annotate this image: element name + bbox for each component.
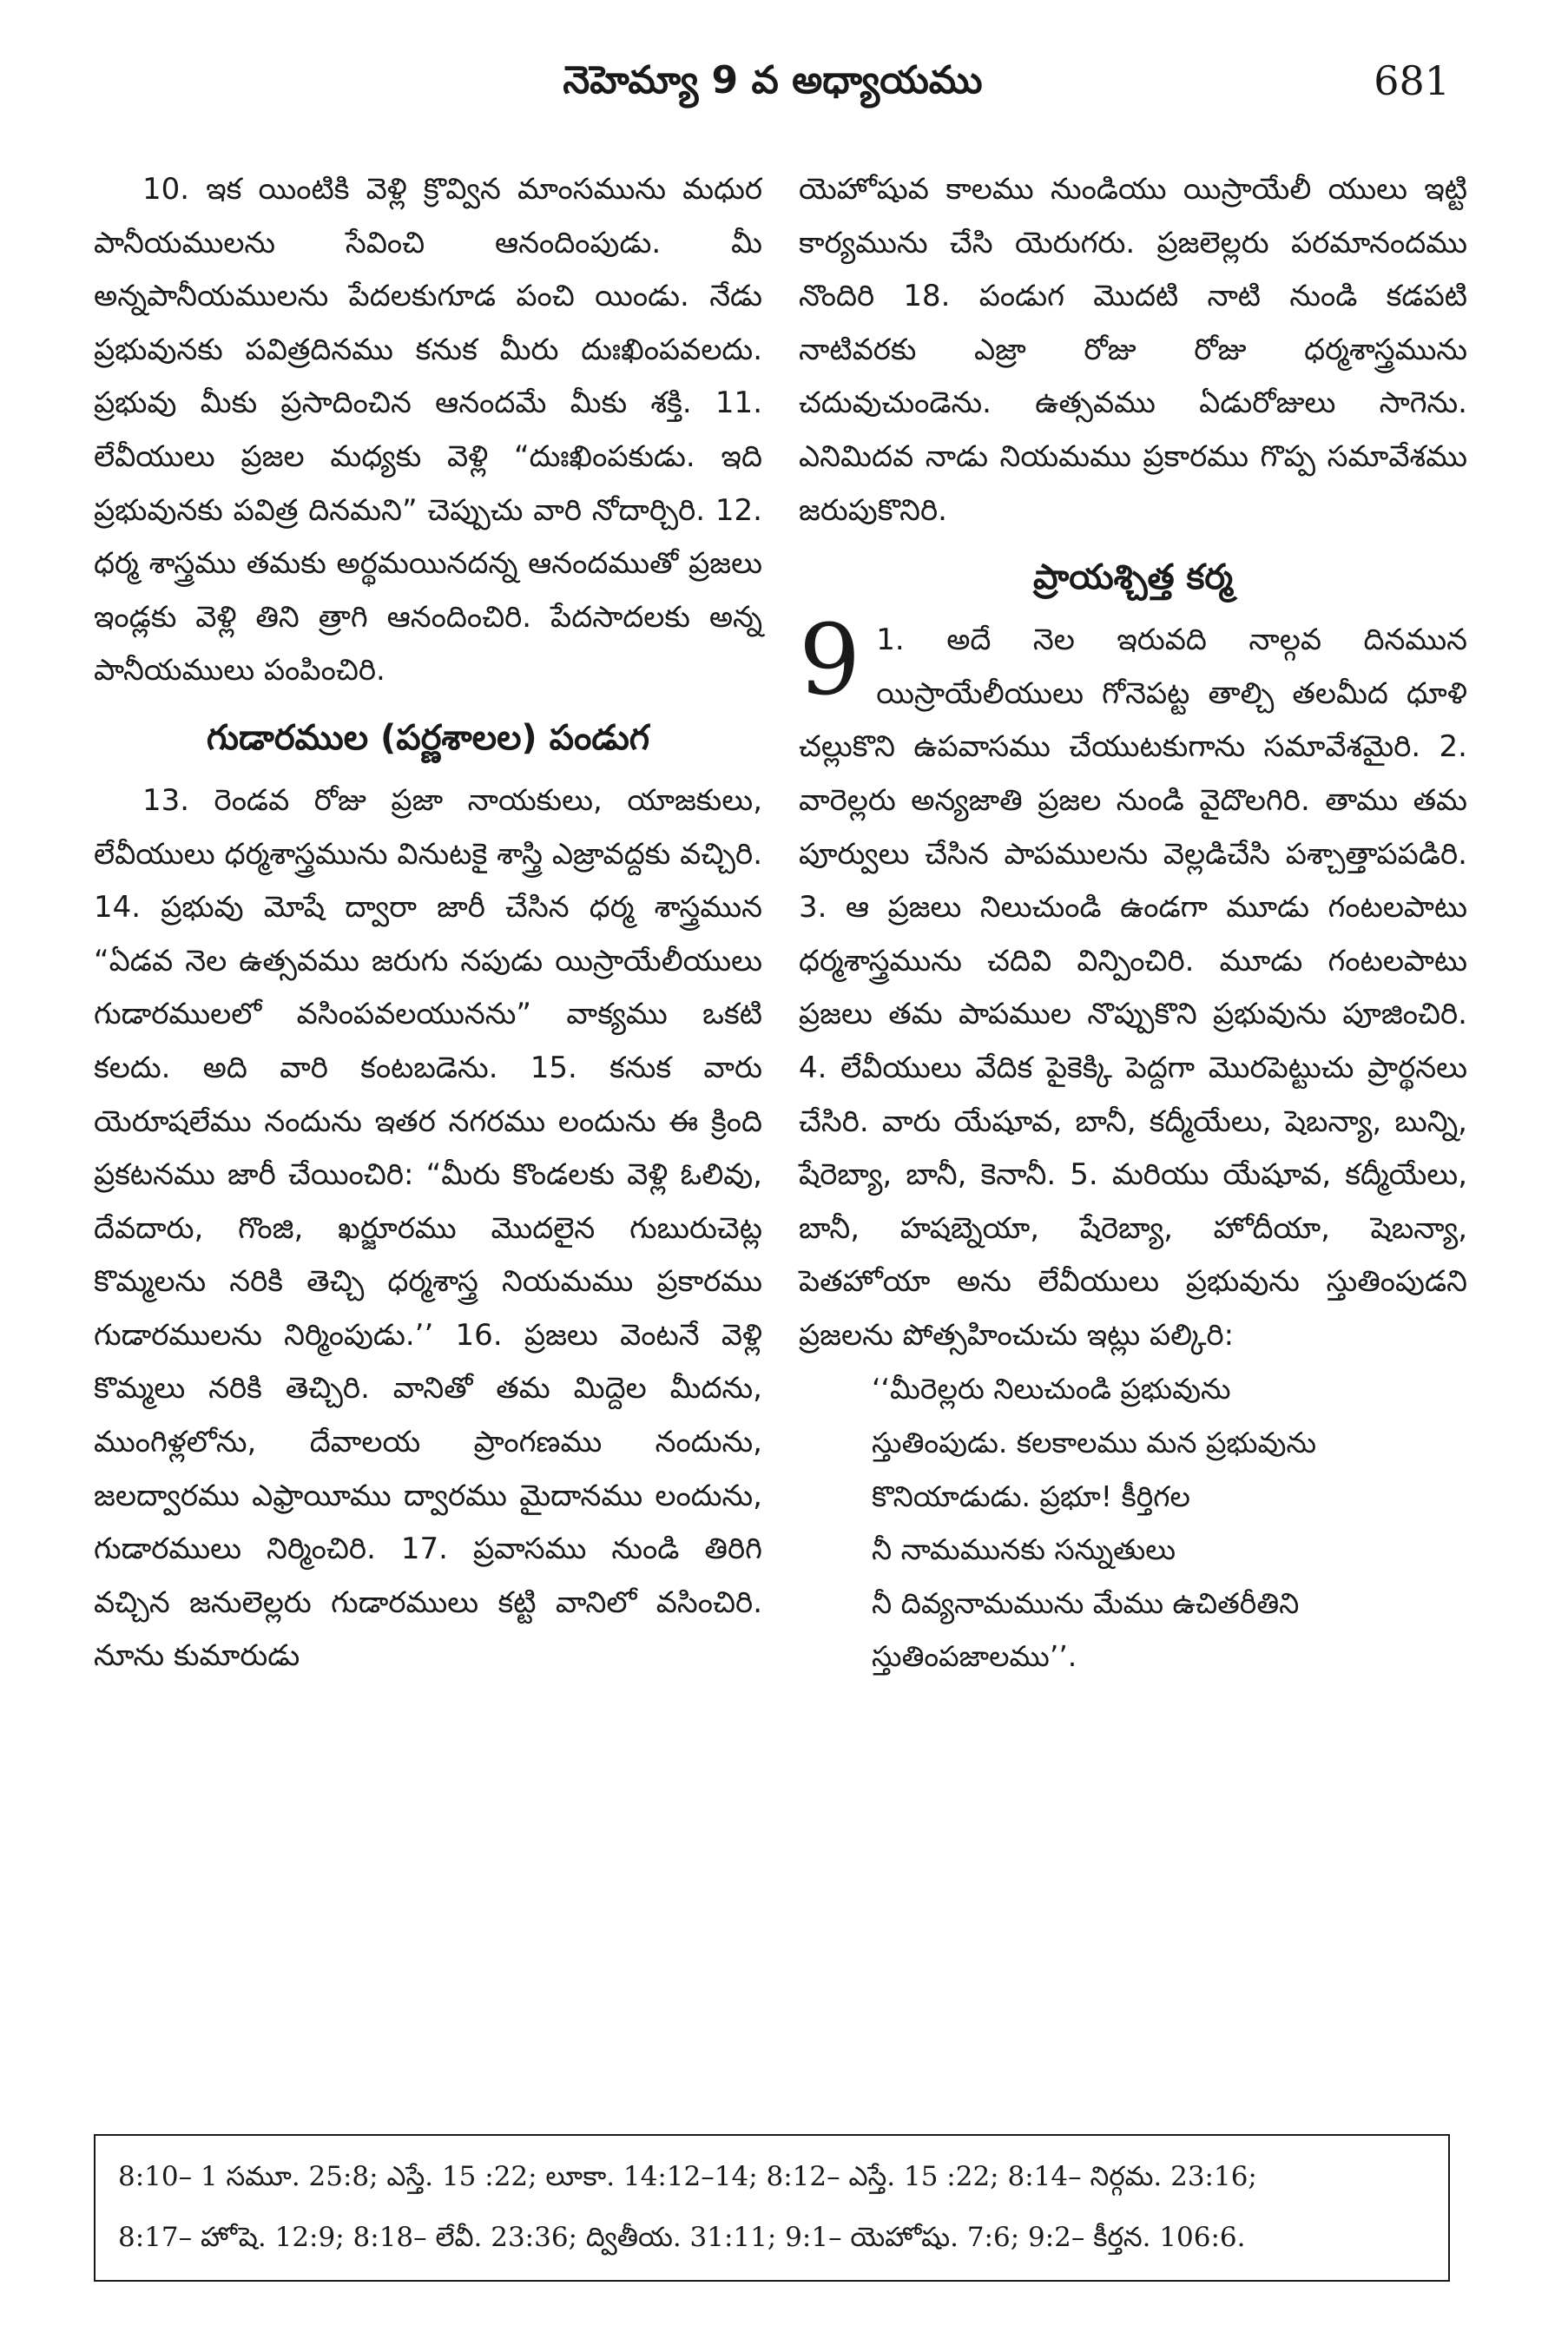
verse-line: నీ దివ్యనామమును మేము ఉచితరీతిని [872,1585,1300,1620]
paragraph-verses-17-18: యెహోషువ కాలము నుండియు యిస్రాయేలీ యులు ఇట్టి కార్యమును చేసి యెరుగరు. ప్రజలెల్లరు పరమానందము నొందిరి 18. పండుగ మొదటి నాటి నుండి కడపటి నాటివరకు ఎజ్రా రోజు రోజు ధర్మశాస్త్రమును చదువుచుండెను. ఉత్సవము ఏడురోజులు సాగెను. ఎనిమిదవ నాడు నియమము ప్రకారము గొప్ప సమావేశము జరుపుకొనిరి. [799,172,1467,528]
chapter-start [799,604,1467,1362]
section-heading-atonement: ప్రాయశ్చిత్త కర్మ [1032,557,1234,598]
left-column [94,163,762,1683]
verse-line: నీ నామమునకు సన్నుతులు [872,1532,1176,1567]
section-heading-feast-of-tabernacles: గుడారముల (పర్ణశాలల) పండుగ [206,717,650,758]
cross-reference-box [94,2134,1450,2282]
running-head [96,50,1450,111]
verse-line: కొనియాడుడు. ప్రభూ! కీర్తిగల [872,1479,1190,1513]
verse-line: ‘‘మీరెల్లరు నిలుచుండి ప్రభువును [872,1372,1231,1407]
poetic-verse [872,1362,1467,1683]
page-number: 681 [1374,57,1450,104]
paragraph-verses-13-17: 13. రెండవ రోజు ప్రజా నాయకులు, యాజకులు, లేవీయులు ధర్మశాస్త్రమును వినుటకై శాస్త్రి ఎజ్రావద్దకు వచ్చిరి. 14. ప్రభువు మోషే ద్వారా జారీ చేసిన ధర్మ శాస్త్రమున “ఏడవ నెల ఉత్సవము జరుగు నపుడు యిస్రాయేలీయులు గుడారములలో వసింపవలయునను” వాక్యము ఒకటి కలదు. అది వారి కంటబడెను. 15. కనుక వారు యెరూషలేము నందును ఇతర నగరము లందును ఈ క్రింది ప్రకటనము జారీ చేయించిరి: “మీరు కొండలకు వెళ్లి ఓలివు, దేవదారు, గొంజి, ఖర్జూరము మొదలైన గుబురుచెట్ల కొమ్మలను నరికి తెచ్చి ధర్మశాస్త్ర నియమము ప్రకారము గుడారములను నిర్మింపుడు.’’ 16. ప్రజలు వెంటనే వెళ్లి కొమ్మలు నరికి తెచ్చిరి. వానితో తమ మిద్దెల మీదను, ముంగిళ్లలోను, దేవాలయ ప్రాంగణము నందును, జలద్వారము ఎఫ్రాయీము ద్వారము మైదానము లందును, గుడారములు నిర్మించిరి. 17. ప్రవాసము నుండి తిరిగి వచ్చిన జనులెల్లరు గుడారములు కట్టి వానిలో వసించిరి. నూను కుమారుడు [94,782,762,1674]
verse-line: స్తుతింపజాలము’’. [872,1639,1077,1674]
paragraph-verses-1-5: 1. అదే నెల ఇరువది నాల్గవ దినమున యిస్రాయేలీయులు గోనెపట్ట తాల్చి తలమీద ధూళి చల్లుకొని ఉపవాసము చేయుటకుగాను సమావేశమైరి. 2. వారెల్లరు అన్యజాతి ప్రజల నుండి వైదొలగిరి. తాము తమ పూర్వులు చేసిన పాపములను వెల్లడిచేసి పశ్చాత్తాపపడిరి. 3. ఆ ప్రజలు నిలుచుండి ఉండగా మూడు గంటలపాటు ధర్మశాస్త్రమును చదివి విన్పించిరి. మూడు గంటలపాటు ప్రజలు తమ పాపముల నొప్పుకొని ప్రభువును పూజించిరి. 4. లేవీయులు వేదిక పైకెక్కి పెద్దగా మొరపెట్టుచు ప్రార్థనలు చేసిరి. వారు యేషూవ, బానీ, కద్మీయేలు, షెబన్యా, బున్ని, షేరెబ్యా, బానీ, కెనానీ. 5. మరియు యేషూవ, కద్మీయేలు, బానీ, హషబ్నెయా, షేరెబ్యా, హోదీయా, షెబన్యా, పెతహోయా అను లేవీయులు ప్రభువును స్తుతింపుడని ప్రజలను పోత్సహించుచు ఇట్లు పల్కిరి: [799,623,1467,1353]
chapter-number: 9 [799,604,861,718]
right-column [799,163,1467,1683]
cross-reference-line: 8:17– హోషె. 12:9; 8:18– లేవీ. 23:36; ద్వితీయ. 31:11; 9:1– యెహోషు. 7:6; 9:2– కీర్తన. 106:6. [118,2222,1246,2253]
cross-reference-line: 8:10– 1 సమూ. 25:8; ఎస్తే. 15 :22; లూకా. 14:12–14; 8:12– ఎస్తే. 15 :22; 8:14– నిర్గమ. 23:16; [118,2161,1257,2192]
verse-line: స్తుతింపుడు. కలకాలము మన ప్రభువును [872,1426,1317,1460]
paragraph-verses-10-12: 10. ఇక యింటికి వెళ్లి క్రొవ్విన మాంసమును మధుర పానీయములను సేవించి ఆనందింపుడు. మీ అన్నపానీయములను పేదలకుగూడ పంచి యిండు. నేడు ప్రభువునకు పవిత్రదినము కనుక మీరు దుఃఖింపవలదు. ప్రభువు మీకు ప్రసాదించిన ఆనందమే మీకు శక్తి. 11. లేవీయులు ప్రజల మధ్యకు వెళ్లి “దుఃఖింపకుడు. ఇది ప్రభువునకు పవిత్ర దినమని” చెప్పుచు వారి నోదార్చిరి. 12. ధర్మ శాస్త్రము తమకు అర్థమయినదన్న ఆనందముతో ప్రజలు ఇండ్లకు వెళ్లి తిని త్రాగి ఆనందించిరి. పేదసాదలకు అన్న పానీయములు పంపించిరి. [94,172,762,688]
running-title: నెహెమ్యా 9 వ అధ్యాయము [563,58,983,102]
